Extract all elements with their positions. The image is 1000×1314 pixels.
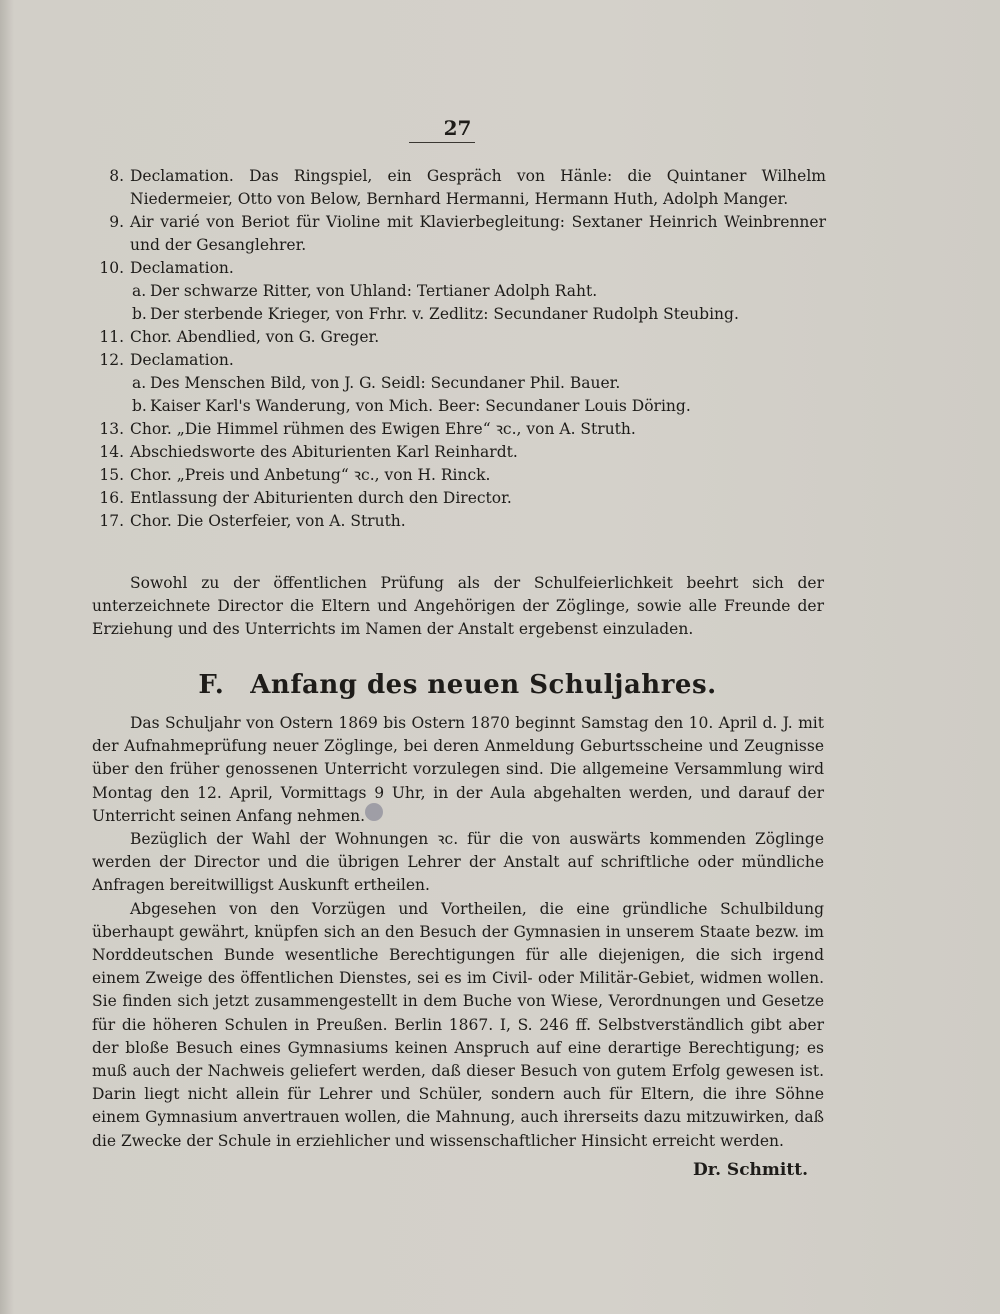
- item-number: 11.: [99, 328, 124, 346]
- subitem-letter: b.: [132, 305, 147, 323]
- list-subitem: [86, 303, 826, 326]
- ink-stain: [365, 803, 383, 821]
- list-subitem: [86, 395, 826, 418]
- item-number: 17.: [99, 512, 124, 530]
- section-body: [92, 712, 824, 1153]
- list-item: [86, 326, 826, 349]
- item-text: Chor. Abendlied, von G. Greger.: [130, 328, 380, 346]
- subitem-letter: a.: [132, 282, 147, 300]
- section-title: Anfang des neuen Schuljahres.: [250, 670, 717, 700]
- body-paragraph: Das Schuljahr von Ostern 1869 bis Ostern 1870 beginnt Samstag den 10. April d. J. mit der Aufnahmeprüfung neuer Zöglinge, bei deren Anmeldung Geburtsscheine und Zeugnisse über den früher genossenen Unterricht vorzulegen sind. Die allgemeine Versammlung wird Montag den 12. April, Vormittags 9 Uhr, in der Aula abgehalten werden, und darauf der Unterricht seinen Anfang nehmen.: [92, 714, 824, 825]
- list-item: [86, 487, 826, 510]
- item-number: 8.: [109, 167, 124, 185]
- item-number: 14.: [99, 443, 124, 461]
- subitem-text: Der schwarze Ritter, von Uhland: Tertianer Adolph Raht.: [150, 282, 598, 300]
- subitem-letter: b.: [132, 397, 147, 415]
- item-text: Chor. „Die Himmel rühmen des Ewigen Ehre“ ꝛc., von A. Struth.: [130, 420, 636, 438]
- list-item: [86, 165, 826, 211]
- subitem-text: Des Menschen Bild, von J. G. Seidl: Secundaner Phil. Bauer.: [150, 374, 621, 392]
- item-text: Abschiedsworte des Abiturienten Karl Reinhardt.: [130, 443, 518, 461]
- list-item: [86, 257, 826, 280]
- list-item: [86, 510, 826, 533]
- list-subitem: [86, 280, 826, 303]
- section-heading: [0, 670, 915, 700]
- item-number: 9.: [109, 213, 124, 231]
- section-letter: F.: [198, 670, 225, 700]
- body-paragraph: Abgesehen von den Vorzügen und Vortheilen, die eine gründliche Schulbildung überhaupt gewährt, knüpfen sich an den Besuch der Gymnasien in unserem Staate bezw. im Norddeutschen Bunde wesentliche Berechtigungen für alle diejenigen, die sich irgend einem Zweige des öffentlichen Dienstes, sei es im Civil- oder Militär-Gebiet, widmen wollen. Sie finden sich jetzt zusammengestellt in dem Buche von Wiese, Verordnungen und Gesetze für die höheren Schulen in Preußen. Berlin 1867. I, S. 246 ff. Selbstverständlich gibt aber der bloße Besuch eines Gymnasiums keinen Anspruch auf eine derartige Berechtigung; es muß auch der Nachweis geliefert werden, daß dieser Besuch von gutem Erfolg gewesen ist. Darin liegt nicht allein für Lehrer und Schüler, sondern auch für Eltern, die ihre Söhne einem Gymnasium anvertrauen wollen, die Mahnung, auch ihrerseits dazu mitzuwirken, daß die Zwecke der Schule in erziehlicher und wissenschaftlicher Hinsicht erreicht werden.: [92, 899, 824, 1150]
- item-number: 13.: [99, 420, 124, 438]
- program-list: [86, 165, 826, 533]
- subitem-letter: a.: [132, 374, 147, 392]
- signature: Dr. Schmitt.: [692, 1160, 808, 1180]
- item-number: 16.: [99, 489, 124, 507]
- item-number: 12.: [99, 351, 124, 369]
- list-item: [86, 464, 826, 487]
- list-subitem: [86, 372, 826, 395]
- item-number: 15.: [99, 466, 124, 484]
- invitation-paragraph: [92, 572, 824, 642]
- item-text: Declamation.: [130, 259, 234, 277]
- page-number-rule: [409, 142, 475, 143]
- body-paragraph: Bezüglich der Wahl der Wohnungen ꝛc. für die von auswärts kommenden Zöglinge werden der Director und die übrigen Lehrer der Anstalt auf schriftliche oder mündliche Anfragen bereitwilligst Auskunft ertheilen.: [92, 830, 824, 895]
- item-text: Air varié von Beriot für Violine mit Klavierbegleitung: Sextaner Heinrich Weinbrenner und der Gesanglehrer.: [130, 213, 826, 254]
- list-item: [86, 349, 826, 372]
- list-item: [86, 441, 826, 464]
- invitation-text: Sowohl zu der öffentlichen Prüfung als der Schulfeierlichkeit beehrt sich der unterzeichnete Director die Eltern und Angehörigen der Zöglinge, sowie alle Freunde der Erziehung und des Unterrichts im Namen der Anstalt ergebenst einzuladen.: [92, 574, 824, 639]
- subitem-text: Kaiser Karl's Wanderung, von Mich. Beer: Secundaner Louis Döring.: [150, 397, 691, 415]
- list-item: [86, 418, 826, 441]
- item-text: Chor. Die Osterfeier, von A. Struth.: [130, 512, 406, 530]
- item-text: Declamation.: [130, 351, 234, 369]
- item-text: Chor. „Preis und Anbetung“ ꝛc., von H. Rinck.: [130, 466, 491, 484]
- subitem-text: Der sterbende Krieger, von Frhr. v. Zedlitz: Secundaner Rudolph Steubing.: [150, 305, 739, 323]
- item-text: Declamation. Das Ringspiel, ein Gespräch von Hänle: die Quintaner Wilhelm Niedermeier, Otto von Below, Bernhard Hermanni, Hermann Huth, Adolph Manger.: [130, 167, 826, 208]
- list-item: [86, 211, 826, 257]
- item-number: 10.: [99, 259, 124, 277]
- item-text: Entlassung der Abiturienten durch den Director.: [130, 489, 512, 507]
- page-number: 27: [443, 116, 472, 140]
